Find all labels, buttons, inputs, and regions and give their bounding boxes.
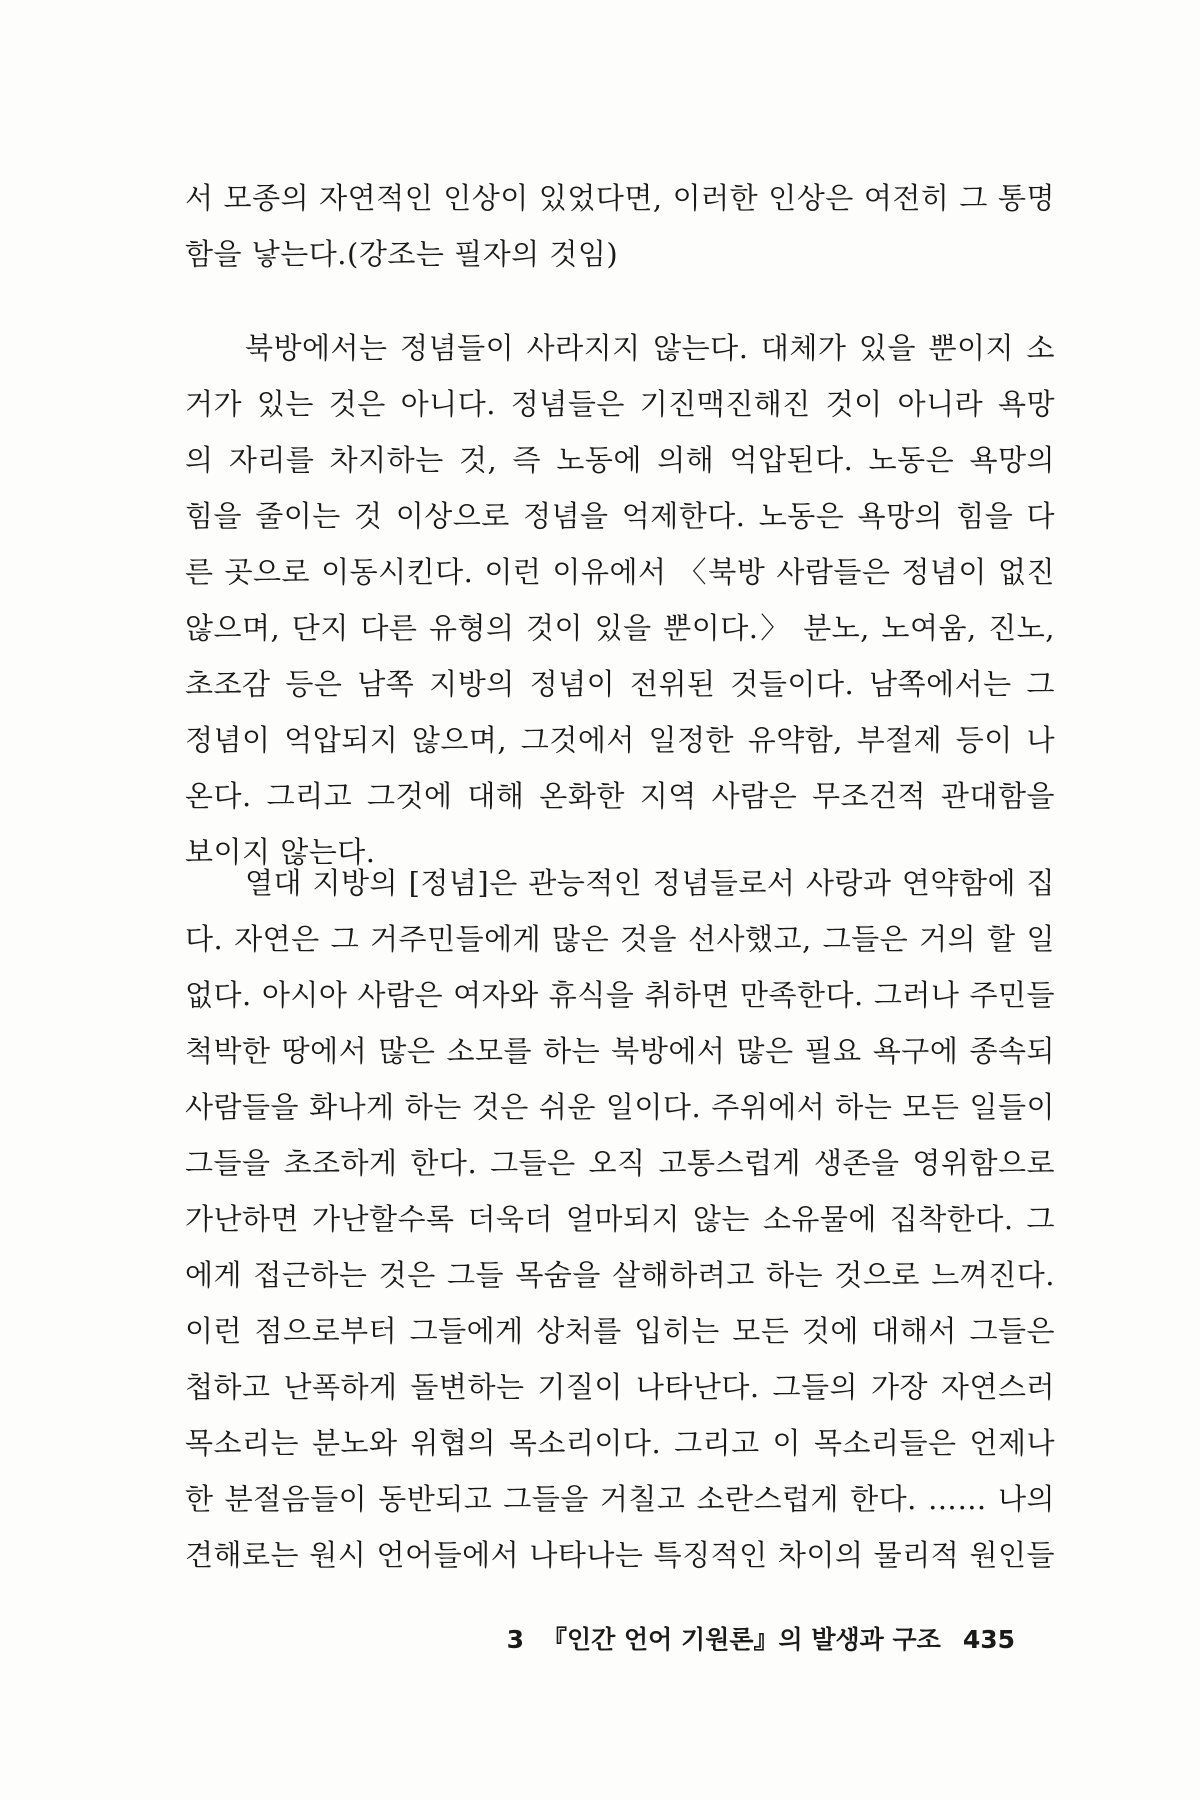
chapter-number: 3: [506, 1625, 525, 1654]
text-line: 그들을 초조하게 한다. 그들은 오직 고통스럽게 생존을 영위함으로: [185, 1146, 1055, 1180]
text-line: 북방에서는 정념들이 사라지지 않는다. 대체가 있을 뿐이지 소: [245, 331, 1055, 365]
text-line: 정념이 억압되지 않으며, 그것에서 일정한 유약함, 부절제 등이 나: [185, 723, 1055, 757]
text-line: 않으며, 단지 다른 유형의 것이 있을 뿐이다.〉 분노, 노여움, 진노,: [185, 611, 1055, 645]
text-line: 초조감 등은 남쪽 지방의 정념이 전위된 것들이다. 남쪽에서는 그: [185, 667, 1055, 701]
text-line: 서 모종의 자연적인 인상이 있었다면, 이러한 인상은 여전히 그 통명: [185, 181, 1055, 215]
text-line: 른 곳으로 이동시킨다. 이런 이유에서 〈북방 사람들은 정념이 없진: [185, 555, 1055, 589]
text-line: 보이지 않는다.: [185, 835, 376, 869]
quote-continuation: [185, 170, 1055, 282]
text-line: 이런 점으로부터 그들에게 상처를 입히는 모든 것에 대해서 그들은: [185, 1314, 1055, 1348]
running-footer: [507, 1620, 1015, 1656]
chapter-title: 『인간 언어 기원론』의 발생과 구조: [542, 1625, 941, 1654]
text-line: 목소리는 분노와 위협의 목소리이다. 그리고 이 목소리들은 언제나: [185, 1426, 1055, 1460]
page-number: 435: [962, 1625, 1015, 1654]
paragraph-north: [185, 320, 1055, 880]
text-line: 에게 접근하는 것은 그들 목숨을 살해하려고 하는 것으로 느껴진다.: [185, 1258, 1055, 1292]
text-line: 거가 있는 것은 아니다. 정념들은 기진맥진해진 것이 아니라 욕망: [185, 387, 1055, 421]
text-line: 첩하고 난폭하게 돌변하는 기질이 나타난다. 그들의 가장 자연스러: [185, 1370, 1055, 1404]
text-line: 함을 낳는다.(강조는 필자의 것임): [185, 237, 619, 271]
paragraph-tropics: [185, 855, 1055, 1583]
text-line: 척박한 땅에서 많은 소모를 하는 북방에서 많은 필요 욕구에 종속되: [185, 1034, 1055, 1068]
text-line: 열대 지방의 [정념]은 관능적인 정념들로서 사랑과 연약함에 집: [245, 866, 1055, 900]
text-line: 없다. 아시아 사람은 여자와 휴식을 취하면 만족한다. 그러나 주민들: [185, 978, 1055, 1012]
text-line: 힘을 줄이는 것 이상으로 정념을 억제한다. 노동은 욕망의 힘을 다: [185, 499, 1055, 533]
text-line: 다. 자연은 그 거주민들에게 많은 것을 선사했고, 그들은 거의 할 일: [185, 922, 1055, 956]
text-line: 사람들을 화나게 하는 것은 쉬운 일이다. 주위에서 하는 모든 일들이: [185, 1090, 1055, 1124]
text-line: 한 분절음들이 동반되고 그들을 거칠고 소란스럽게 한다. …… 나의: [185, 1482, 1055, 1516]
text-line: 의 자리를 차지하는 것, 즉 노동에 의해 억압된다. 노동은 욕망의: [185, 443, 1055, 477]
text-line: 견해로는 원시 언어들에서 나타나는 특징적인 차이의 물리적 원인들: [185, 1538, 1055, 1572]
text-line: 온다. 그리고 그것에 대해 온화한 지역 사람은 무조건적 관대함을: [185, 779, 1055, 813]
text-line: 가난하면 가난할수록 더욱더 얼마되지 않는 소유물에 집착한다. 그: [185, 1202, 1055, 1236]
